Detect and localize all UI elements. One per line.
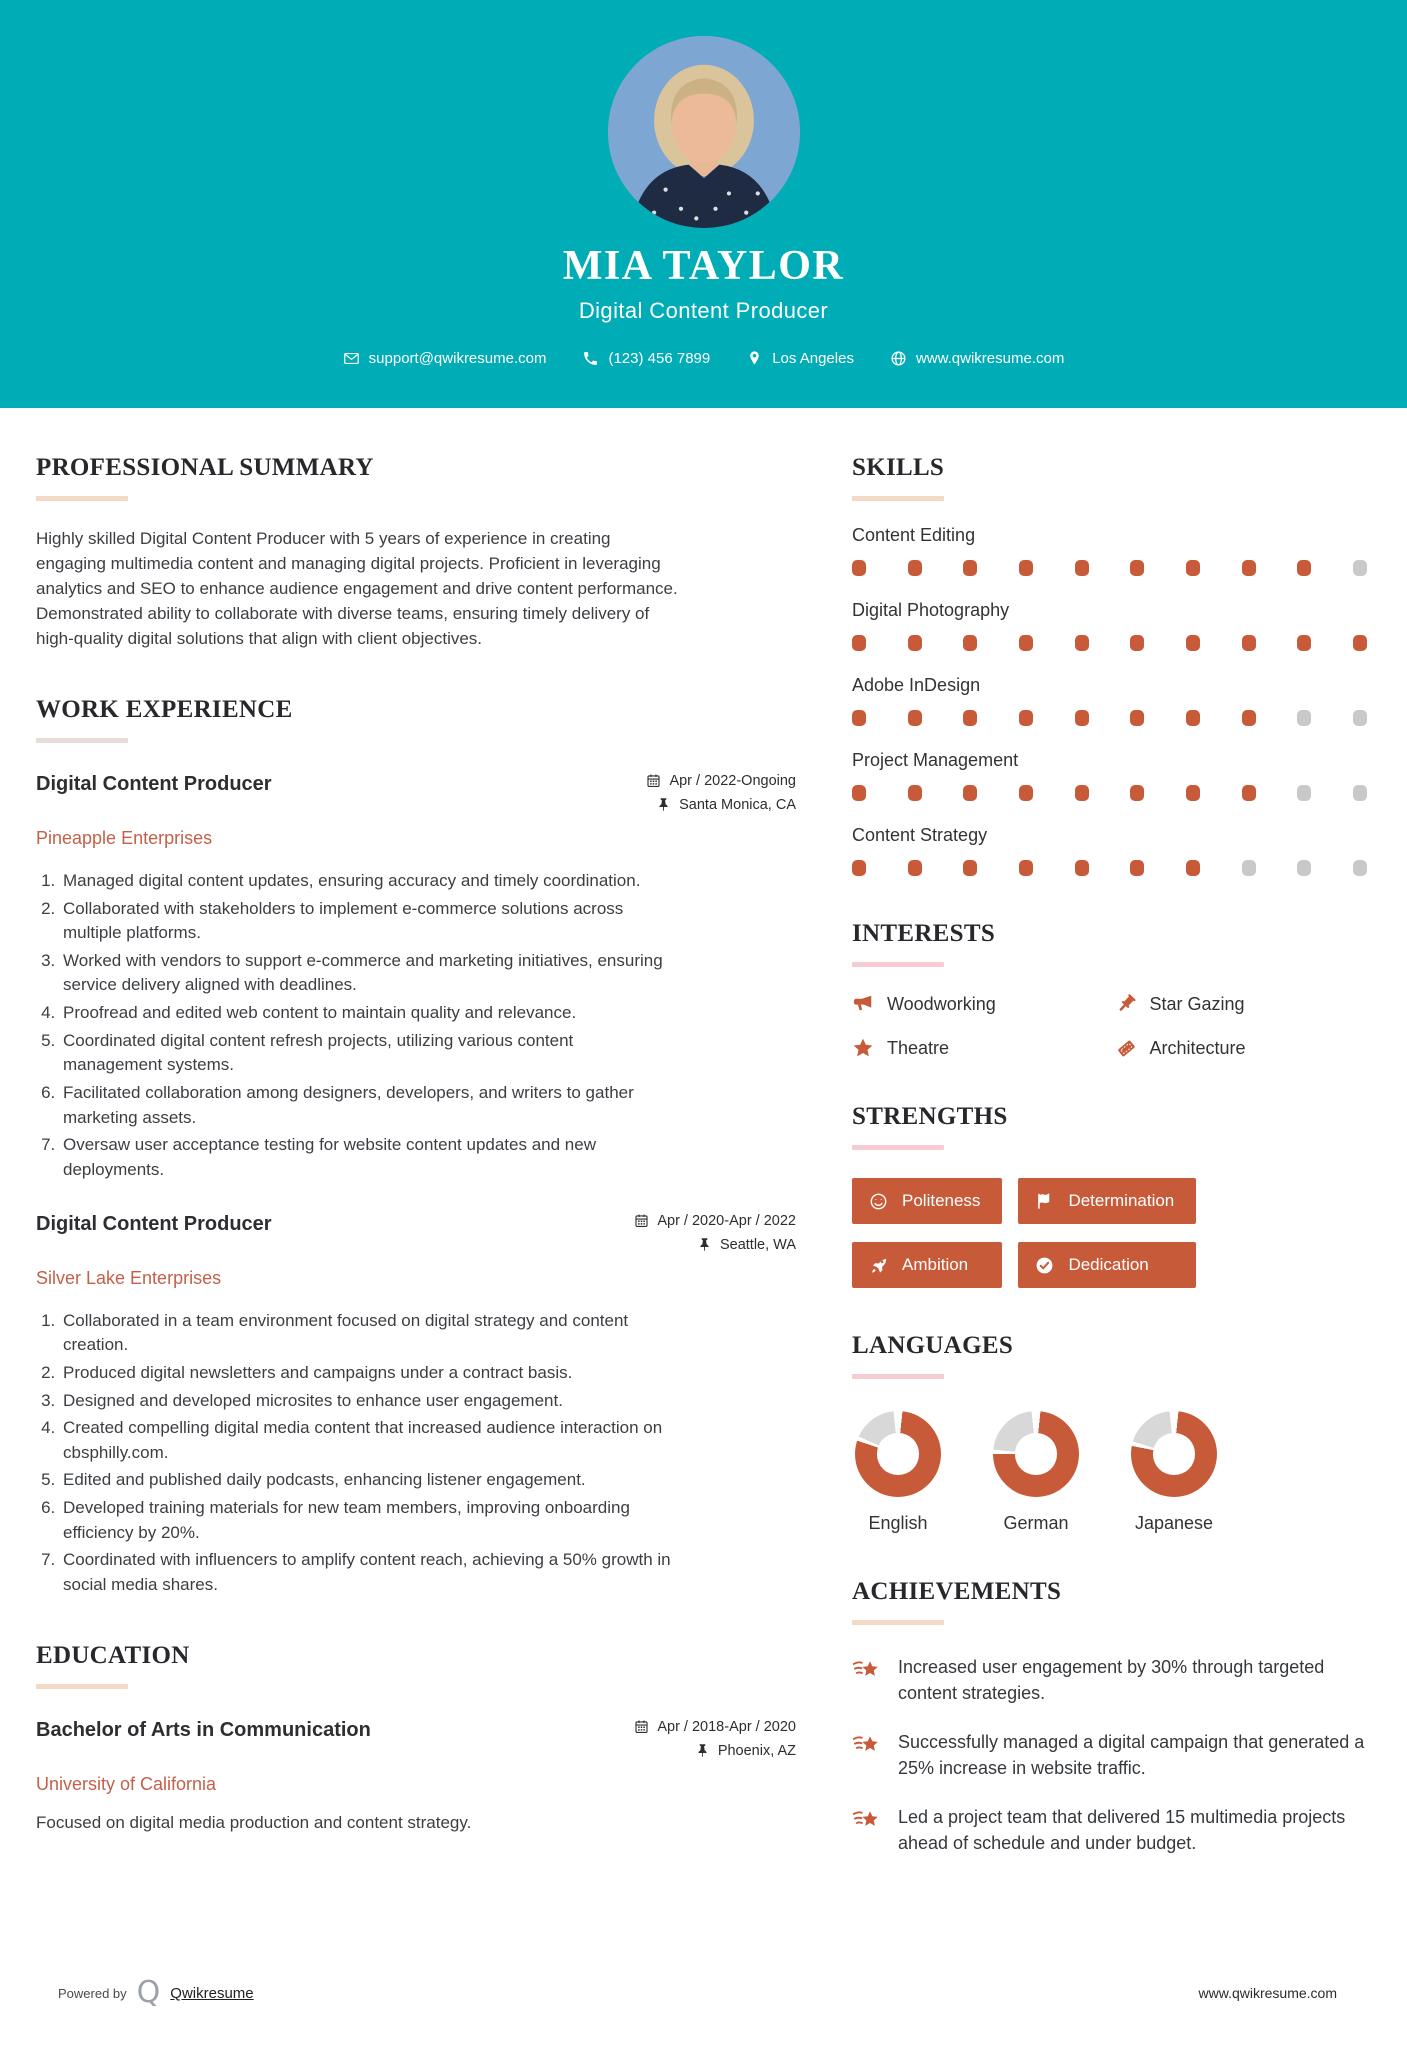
job-bullet: 4. Proofread and edited web content to maintain quality and relevance. (60, 1001, 676, 1026)
skill-dot (852, 710, 866, 726)
skills-heading: SKILLS (852, 454, 945, 481)
footer-branding (58, 1975, 254, 2011)
languages-list (852, 1411, 1367, 1534)
skill-dot (1353, 860, 1367, 876)
interest-label: Star Gazing (1149, 993, 1245, 1014)
job-dates-row (634, 1213, 796, 1229)
job-bullet: 6. Facilitated collaboration among designers, developers, and writers to gather marketing assets. (60, 1081, 676, 1130)
skill-dot (852, 635, 866, 651)
skill-dot (908, 710, 922, 726)
ticket-icon (1115, 1037, 1137, 1059)
education-location-row (634, 1743, 796, 1759)
contact-row (0, 350, 1407, 367)
skill-dot (1353, 785, 1367, 801)
shooting-star-icon (852, 1731, 882, 1758)
shooting-star-icon (852, 1806, 882, 1833)
job-bullet: 1. Collaborated in a team environment focused on digital strategy and content creation. (60, 1309, 676, 1358)
section-work-experience (36, 696, 796, 1598)
globe-icon (890, 350, 907, 367)
skill-dot (852, 560, 866, 576)
skill-dot (1186, 560, 1200, 576)
skill-dot (1186, 785, 1200, 801)
summary-text: Highly skilled Digital Content Producer with 5 years of experience in creating engaging multimedia content and managing digital projects. Proficient in leveraging analytics and SEO to enhance audience engagement and drive content performance. Demonstrated ability to collaborate with diverse teams, ensuring timely delivery of high-quality digital solutions that align with client objectives. (36, 529, 678, 648)
education-header (36, 1719, 796, 1767)
envelope-icon (343, 350, 360, 367)
skill-dot (1019, 635, 1033, 651)
achievement-item (852, 1805, 1367, 1856)
achievement-text: Increased user engagement by 30% through targeted content strategies. (898, 1657, 1325, 1703)
candidate-name: MIA TAYLOR (562, 243, 845, 289)
candidate-title: Digital Content Producer (578, 298, 829, 323)
skill-dot (908, 860, 922, 876)
interest-item (852, 1037, 1105, 1059)
skill-name: Content Editing (852, 525, 976, 545)
job-company: Silver Lake Enterprises (36, 1267, 222, 1288)
section-languages (852, 1332, 1367, 1534)
skill-rating-dots (852, 635, 1367, 651)
education-dates: Apr / 2018-Apr / 2020 (657, 1718, 796, 1735)
interest-item (1115, 1037, 1368, 1059)
skill-dot (908, 635, 922, 651)
pushpin-icon (697, 1237, 712, 1252)
contact-location (746, 350, 854, 367)
skill-dot (1242, 860, 1256, 876)
skill-dot (1186, 860, 1200, 876)
skill-dot (1186, 710, 1200, 726)
job-header (36, 1213, 796, 1261)
section-skills (852, 454, 1367, 876)
skill-dot (1242, 635, 1256, 651)
contact-location-text: Los Angeles (772, 350, 854, 367)
job-bullet: 3. Designed and developed microsites to enhance user engagement. (60, 1389, 676, 1414)
skill-dot (1353, 710, 1367, 726)
language-donut-chart (855, 1411, 941, 1497)
education-dates-row (634, 1719, 796, 1735)
job-bullet: 2. Collaborated with stakeholders to implement e-commerce solutions across multiple platforms. (60, 897, 676, 946)
experience-heading: WORK EXPERIENCE (36, 695, 293, 723)
right-column (852, 454, 1367, 1900)
contact-website[interactable] (890, 350, 1064, 367)
job-title: Digital Content Producer (36, 1212, 272, 1235)
job-dates: Apr / 2022-Ongoing (669, 772, 796, 789)
summary-heading: PROFESSIONAL SUMMARY (36, 454, 374, 481)
strength-chip (852, 1242, 1002, 1288)
strength-chip (1018, 1242, 1196, 1288)
skill-dot (1130, 635, 1144, 651)
language-item (1128, 1411, 1220, 1534)
phone-icon (582, 350, 599, 367)
star-icon (852, 1037, 874, 1059)
interest-item (1115, 993, 1368, 1015)
section-education (36, 1642, 796, 1833)
skill-dot (1130, 860, 1144, 876)
section-professional-summary (36, 454, 796, 652)
skill-dot (1019, 785, 1033, 801)
strengths-heading: STRENGTHS (852, 1103, 1008, 1130)
job-bullets (36, 1309, 676, 1598)
education-heading: EDUCATION (36, 1641, 190, 1669)
skill-dot (963, 560, 977, 576)
contact-phone-text: (123) 456 7899 (608, 350, 711, 367)
skill-dot (963, 635, 977, 651)
strength-label: Ambition (902, 1255, 969, 1274)
skill-dot (1019, 710, 1033, 726)
education-note: Focused on digital media production and content strategy. (36, 1812, 472, 1832)
heading-underline (36, 1684, 128, 1689)
job-bullet: 1. Managed digital content updates, ensuring accuracy and timely coordination. (60, 869, 676, 894)
skill-dot (963, 860, 977, 876)
skill-item (852, 525, 1367, 576)
skill-item (852, 600, 1367, 651)
education-meta (634, 1719, 796, 1767)
skill-dot (1075, 860, 1089, 876)
skill-dot (1130, 710, 1144, 726)
skill-rating-dots (852, 560, 1367, 576)
job-company: Pineapple Enterprises (36, 827, 213, 848)
language-label: German (1003, 1513, 1069, 1533)
job-location-row (634, 1237, 796, 1253)
interests-list (852, 993, 1367, 1059)
school-name: University of California (36, 1773, 217, 1794)
achievements-heading: ACHIEVEMENTS (852, 1578, 1062, 1605)
interest-label: Architecture (1149, 1037, 1246, 1058)
smiley-icon (869, 1192, 888, 1211)
job-dates: Apr / 2020-Apr / 2022 (657, 1212, 796, 1229)
skill-dot (1075, 635, 1089, 651)
skill-dot (1019, 560, 1033, 576)
strength-label: Dedication (1068, 1255, 1149, 1274)
job-bullet: 2. Produced digital newsletters and campaigns under a contract basis. (60, 1361, 676, 1386)
jobs-list (36, 773, 796, 1598)
skill-dot (908, 560, 922, 576)
skill-dot (963, 710, 977, 726)
skill-dot (852, 860, 866, 876)
heading-underline (852, 1374, 944, 1379)
check-circle-icon (1035, 1256, 1054, 1275)
interest-item (852, 993, 1105, 1015)
skill-rating-dots (852, 710, 1367, 726)
job-bullet: 7. Coordinated with influencers to amplify content reach, achieving a 50% growth in social media shares. (60, 1548, 676, 1597)
skill-name: Digital Photography (852, 600, 1010, 620)
job-location: Santa Monica, CA (679, 796, 796, 813)
strength-label: Determination (1068, 1191, 1175, 1210)
calendar-icon (634, 1719, 649, 1734)
heading-underline (36, 738, 128, 743)
skill-name: Adobe InDesign (852, 675, 981, 695)
footer (58, 1975, 1337, 2011)
skill-rating-dots (852, 785, 1367, 801)
heading-underline (852, 1620, 944, 1625)
section-strengths (852, 1103, 1367, 1288)
skill-rating-dots (852, 860, 1367, 876)
language-item (852, 1411, 944, 1534)
skill-dot (1075, 560, 1089, 576)
powered-by-text: Powered by (58, 1985, 127, 2001)
job-dates-row (646, 773, 796, 789)
language-item (990, 1411, 1082, 1534)
job-bullet: 6. Developed training materials for new team members, improving onboarding efficiency by 20%. (60, 1496, 676, 1545)
skill-dot (1242, 710, 1256, 726)
contact-website-text: www.qwikresume.com (915, 350, 1065, 367)
shooting-star-icon (852, 1656, 882, 1683)
section-interests (852, 920, 1367, 1059)
skill-dot (1353, 635, 1367, 651)
rocket-icon (869, 1256, 888, 1275)
language-donut-chart (993, 1411, 1079, 1497)
megaphone-icon (852, 993, 874, 1015)
language-label: Japanese (1134, 1513, 1214, 1533)
contact-phone[interactable] (582, 350, 710, 367)
job-meta (646, 773, 796, 821)
skill-dot (852, 785, 866, 801)
skills-list (852, 525, 1367, 876)
resume-body (0, 408, 1407, 2050)
job-bullet: 5. Edited and published daily podcasts, enhancing listener engagement. (60, 1468, 676, 1493)
job-location: Seattle, WA (719, 1236, 796, 1253)
interest-label: Theatre (887, 1037, 950, 1058)
section-achievements (852, 1578, 1367, 1856)
interest-label: Woodworking (887, 993, 996, 1014)
skill-dot (908, 785, 922, 801)
flag-icon (1035, 1192, 1054, 1211)
pushpin-icon (695, 1743, 710, 1758)
skill-item (852, 750, 1367, 801)
education-location: Phoenix, AZ (717, 1742, 796, 1759)
strength-chip (852, 1178, 1002, 1224)
job-entry (36, 773, 796, 1183)
interests-heading: INTERESTS (852, 920, 996, 947)
job-meta (634, 1213, 796, 1261)
skill-dot (1130, 560, 1144, 576)
location-pin-icon (746, 350, 763, 367)
skill-dot (1297, 635, 1311, 651)
skill-dot (963, 785, 977, 801)
contact-email[interactable] (343, 350, 547, 367)
job-header (36, 773, 796, 821)
left-column (36, 454, 796, 1877)
skill-dot (1130, 785, 1144, 801)
heading-underline (36, 496, 128, 501)
achievement-text: Led a project team that delivered 15 multimedia projects ahead of schedule and under budget. (898, 1807, 1346, 1853)
degree-title: Bachelor of Arts in Communication (36, 1718, 371, 1741)
strengths-list (852, 1178, 1367, 1288)
qwikresume-logo-icon: Q (136, 1975, 161, 2011)
qwikresume-link[interactable]: Qwikresume (170, 1984, 254, 2002)
footer-website[interactable]: www.qwikresume.com (1198, 1985, 1337, 2002)
calendar-icon (634, 1213, 649, 1228)
job-bullet: 7. Oversaw user acceptance testing for website content updates and new deployments. (60, 1133, 676, 1182)
education-entry (36, 1719, 796, 1833)
heading-underline (852, 1145, 944, 1150)
avatar (608, 36, 800, 228)
job-bullet: 3. Worked with vendors to support e-commerce and marketing initiatives, ensuring service delivery aligned with deadlines. (60, 949, 676, 998)
header-banner (0, 0, 1407, 408)
strength-label: Politeness (902, 1191, 981, 1210)
achievement-item (852, 1655, 1367, 1706)
calendar-icon (646, 773, 661, 788)
skill-dot (1297, 860, 1311, 876)
achievement-item (852, 1730, 1367, 1781)
skill-dot (1297, 710, 1311, 726)
contact-email-text: support@qwikresume.com (368, 350, 547, 367)
gavel-icon (1115, 993, 1137, 1015)
skill-dot (1353, 560, 1367, 576)
languages-heading: LANGUAGES (852, 1332, 1014, 1359)
achievement-text: Successfully managed a digital campaign that generated a 25% increase in website traffic. (898, 1732, 1365, 1778)
job-bullets (36, 869, 676, 1183)
pushpin-icon (656, 797, 671, 812)
language-label: English (868, 1513, 928, 1533)
skill-name: Project Management (852, 750, 1019, 770)
job-bullet: 5. Coordinated digital content refresh projects, utilizing various content management systems. (60, 1029, 676, 1078)
skill-dot (1186, 635, 1200, 651)
job-entry (36, 1213, 796, 1598)
skill-dot (1297, 785, 1311, 801)
skill-dot (1019, 860, 1033, 876)
heading-underline (852, 962, 944, 967)
skill-item (852, 675, 1367, 726)
skill-dot (1075, 710, 1089, 726)
job-bullet: 4. Created compelling digital media content that increased audience interaction on cbsphilly.com. (60, 1416, 676, 1465)
skill-dot (1242, 785, 1256, 801)
language-donut-chart (1131, 1411, 1217, 1497)
skill-item (852, 825, 1367, 876)
strength-chip (1018, 1178, 1196, 1224)
heading-underline (852, 496, 944, 501)
job-title: Digital Content Producer (36, 772, 272, 795)
skill-dot (1242, 560, 1256, 576)
skill-dot (1075, 785, 1089, 801)
achievements-list (852, 1655, 1367, 1856)
skill-name: Content Strategy (852, 825, 988, 845)
skill-dot (1297, 560, 1311, 576)
job-location-row (646, 797, 796, 813)
